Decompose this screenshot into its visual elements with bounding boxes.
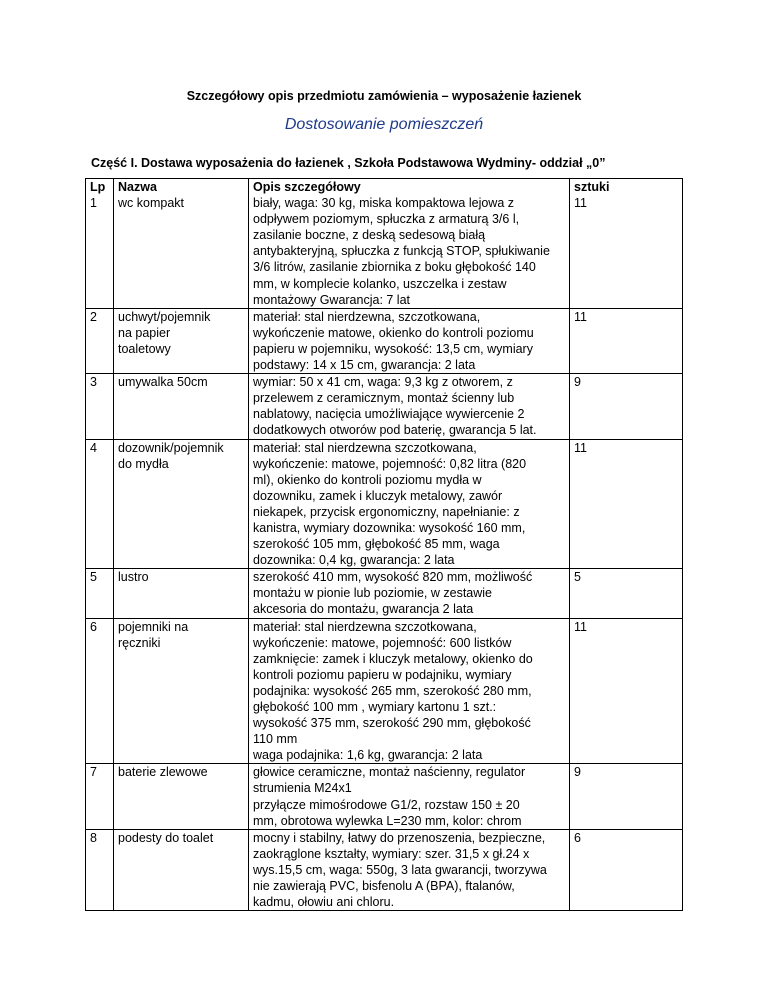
row-opis: mocny i stabilny, łatwy do przenoszenia, bezpieczne, zaokrąglone kształty, wymiary: szer. 31,5 x gł.24 x wys.15,5 cm, waga: 550g, 3 lata gwarancji, tworzywa nie zawierają PVC, bisfenolu A (BPA), ftalanów, kadmu, ołowiu ani chloru. (249, 829, 570, 910)
row-opis: biały, waga: 30 kg, miska kompaktowa lejowa z odpływem poziomym, spłuczka z armaturą 3/6 l, zasilanie boczne, z deską sedesową białą antybakteryjną, spłuczka z funkcją STOP, spłukiwanie 3/6 litrów, zasilanie zbiornika z boku głębokość 140 mm, w komplecie kolanko, uszczelka i zestaw montażowy Gwarancja: 7 lat (253, 196, 550, 307)
header-lp: Lp 1 (86, 179, 114, 309)
row-lp: 2 (86, 308, 114, 373)
row-lp: 3 (86, 374, 114, 439)
row-opis: wymiar: 50 x 41 cm, waga: 9,3 kg z otworem, z przelewem z ceramicznym, montaż ścienny lub nablatowy, nacięcia umożliwiające wywiercenie 2 dodatkowych otworów pod baterię, gwarancja 5 lat. (249, 374, 570, 439)
table-row (86, 618, 683, 764)
section-heading: Część I. Dostawa wyposażenia do łazienek , Szkoła Podstawowa Wydminy- oddział „0” (91, 156, 606, 170)
document-title: Szczegółowy opis przedmiotu zamówienia – wyposażenie łazienek (186, 89, 582, 103)
row-sztuki: 11 (574, 196, 587, 211)
row-sztuki: 9 (570, 764, 683, 829)
row-opis: materiał: stal nierdzewna szczotkowana, wykończenie: matowe, pojemność: 600 listków zamknięcie: zamek i kluczyk metalowy, okienko do kontroli poziomu papieru w podajniku, wymiary podajnika: wysokość 265 mm, szerokość 280 mm, głębokość 100 mm , wymiary kartonu 1 szt.: wysokość 375 mm, szerokość 290 mm, głębokość 110 mm waga podajnika: 1,6 kg, gwarancja: 2 lata (249, 618, 570, 764)
row-lp: 7 (86, 764, 114, 829)
row-opis: materiał: stal nierdzewna szczotkowana, wykończenie: matowe, pojemność: 0,82 litra (820 ml), okienko do kontroli poziomu mydła w dozowniku, zamek i kluczyk metalowy, zawór niekapek, przycisk ergonomiczny, napełnianie: z kanistra, wymiary dozownika: wysokość 160 mm, szerokość 105 mm, głębokość 85 mm, waga dozownika: 0,4 kg, gwarancja: 2 lata (249, 439, 570, 569)
row-sztuki: 11 (570, 439, 683, 569)
table-row (86, 829, 683, 910)
row-nazwa: podesty do toalet (114, 829, 249, 910)
row-lp: 5 (86, 569, 114, 618)
row-nazwa: umywalka 50cm (114, 374, 249, 439)
row-nazwa: pojemniki na ręczniki (114, 618, 249, 764)
row-nazwa: wc kompakt (118, 196, 184, 211)
table-header-row (86, 179, 683, 309)
header-opis: Opis szczegółowy biały, waga: 30 kg, miska kompaktowa lejowa z odpływem poziomym, spłuczka z armaturą 3/6 l, zasilanie boczne, z deską sedesową białą antybakteryjną, spłuczka z funkcją STOP, spłukiwanie 3/6 litrów, zasilanie zbiornika z boku głębokość 140 mm, w komplecie kolanko, uszczelka i zestaw montażowy Gwarancja: 7 lat (249, 179, 570, 309)
row-opis: materiał: stal nierdzewna, szczotkowana, wykończenie matowe, okienko do kontroli poziomu papieru w pojemniku, wysokość: 13,5 cm, wymiary podstawy: 14 x 15 cm, gwarancja: 2 lata (249, 308, 570, 373)
table-row (86, 569, 683, 618)
row-opis: szerokość 410 mm, wysokość 820 mm, możliwość montażu w pionie lub poziomie, w zestawie akcesoria do montażu, gwarancja 2 lata (249, 569, 570, 618)
document-subtitle: Dostosowanie pomieszczeń (284, 116, 484, 133)
table-row (86, 308, 683, 373)
row-sztuki: 9 (570, 374, 683, 439)
row-opis: głowice ceramiczne, montaż naścienny, regulator strumienia M24x1 przyłącze mimośrodowe G1/2, rozstaw 150 ± 20 mm, obrotowa wylewka L=230 mm, kolor: chrom (249, 764, 570, 829)
row-sztuki: 11 (570, 308, 683, 373)
header-nazwa: Nazwa wc kompakt (114, 179, 249, 309)
row-sztuki: 5 (570, 569, 683, 618)
row-nazwa: baterie zlewowe (114, 764, 249, 829)
equipment-table (85, 178, 683, 911)
row-lp: 6 (86, 618, 114, 764)
row-sztuki: 6 (570, 829, 683, 910)
table-row (86, 374, 683, 439)
row-lp: 4 (86, 439, 114, 569)
row-nazwa: uchwyt/pojemnik na papier toaletowy (114, 308, 249, 373)
header-sztuki: sztuki 11 (570, 179, 683, 309)
table-row (86, 764, 683, 829)
row-lp: 1 (90, 196, 97, 211)
row-sztuki: 11 (570, 618, 683, 764)
table-row (86, 439, 683, 569)
row-nazwa: lustro (114, 569, 249, 618)
row-lp: 8 (86, 829, 114, 910)
row-nazwa: dozownik/pojemnik do mydła (114, 439, 249, 569)
